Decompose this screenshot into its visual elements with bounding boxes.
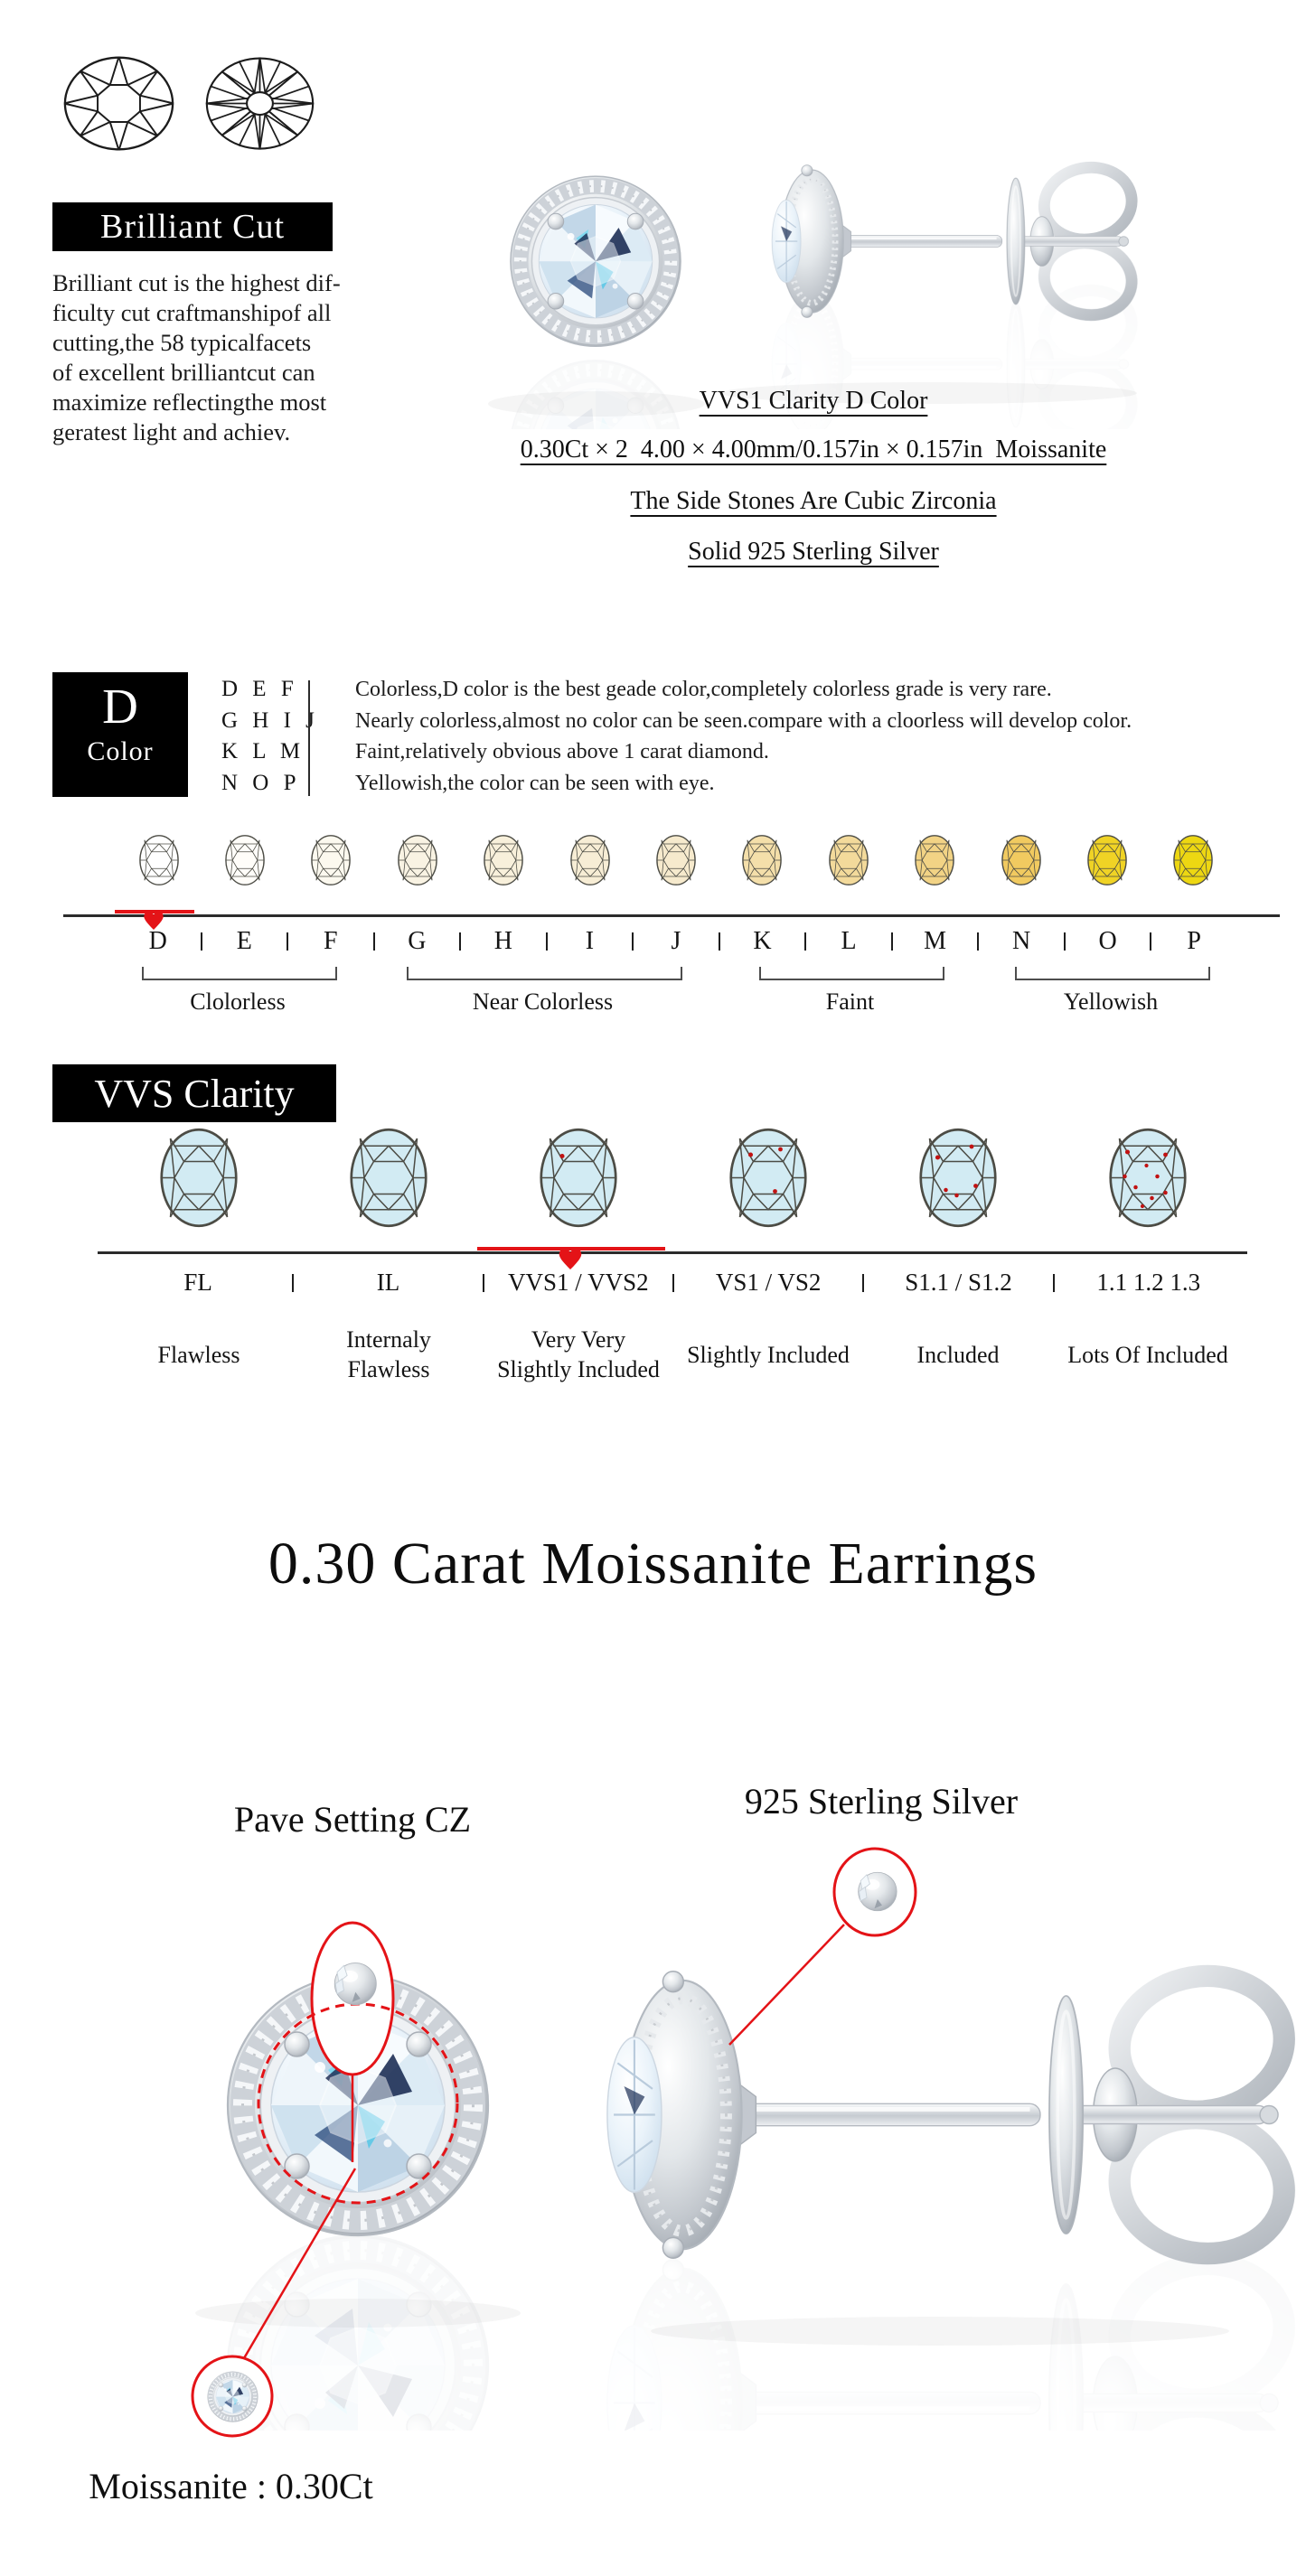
clarity-grade: VVS1 / VVS2 [508,1269,649,1296]
clarity-description: Flawless [157,1341,240,1368]
scale-letter: D [148,927,167,955]
clarity-description: Very Very Slightly Included [497,1326,660,1382]
page-title: 0.30 Carat Moissanite Earrings [268,1531,1038,1597]
table-row [221,739,1261,771]
grade-description: Faint,relatively obvious above 1 carat diamond. [355,740,769,763]
group-label: Faint [825,988,875,1015]
clarity-description: Lots Of Included [1067,1341,1228,1368]
scale-letter: L [841,927,857,955]
group-bracket [142,967,337,980]
grade-letters: G H I J [221,707,319,733]
paragraph-line: ficulty cut craftmanshipof all [52,299,332,326]
scale-letter: E [236,927,252,955]
scale-letter: M [924,927,946,955]
paragraph-line: of excellent brilliantcut can [52,359,315,386]
diamond-color-icon [1086,833,1128,887]
diamond-color-icon [138,833,180,887]
diamond-color-icon [397,833,438,887]
clarity-grade: S1.1 / S1.2 [905,1269,1012,1296]
diamond-color-icon [914,833,955,887]
paragraph-line: geratest light and achiev. [52,418,291,445]
clarity-diamond-icon [348,1126,429,1230]
color-scale-letters [116,927,1236,956]
group-bracket [1015,967,1210,980]
group-label: Yellowish [1063,988,1159,1015]
scale-letter: H [493,927,512,955]
group-label: Clolorless [190,988,286,1015]
clarity-diamond-icon [158,1126,240,1230]
diamond-color-icon [828,833,869,887]
paragraph-line: cutting,the 58 typicalfacets [52,329,312,356]
clarity-description: Included [916,1341,1000,1368]
clarity-grade: VS1 / VS2 [715,1269,822,1296]
diamond-color-icon [1172,833,1214,887]
table-row [221,677,1261,708]
clarity-grade-row [104,1269,1243,1297]
grade-letters: N O P [221,770,301,795]
spec-line-clarity: VVS1 Clarity D Color [699,387,928,415]
scale-letter: I [585,927,595,955]
diamond-color-icon [569,833,611,887]
diamond-color-icon [483,833,524,887]
grade-letters: D E F [221,677,298,701]
spec-line-side-stones: The Side Stones Are Cubic Zirconia [630,487,997,515]
scale-letter: O [1098,927,1117,955]
grade-letters: K L M [221,739,305,763]
annotation-moissanite-label: Moissanite : 0.30Ct [89,2466,373,2506]
spec-line-size: 0.30Ct × 2 4.00 × 4.00mm/0.157in × 0.157in Moissanite [520,436,1107,464]
diamond-color-icon [310,833,352,887]
table-row [221,771,1261,802]
scale-letter: G [408,927,427,955]
grade-description: Yellowish,the color can be seen with eye. [355,771,715,795]
clarity-description: Slightly Included [687,1341,850,1368]
clarity-diamond-icon [917,1126,999,1230]
clarity-scale-line [98,1251,1247,1254]
brilliant-cut-banner-label: Brilliant Cut [99,208,286,246]
d-color-badge-word: Color [87,736,154,766]
brilliant-cut-sketch-icon [61,52,176,155]
clarity-grade: 1.1 1.2 1.3 [1096,1269,1201,1296]
earrings-photo-top [423,50,1306,429]
diamond-color-icon [1001,833,1042,887]
table-divider [308,680,310,796]
grade-description: Nearly colorless,almost no color can be seen.compare with a cloorless will develop color. [355,708,1132,733]
table-row [221,708,1261,740]
brilliant-cut-banner [52,202,333,251]
color-grade-table [221,677,1261,801]
vvs-clarity-banner-label: VVS Clarity [94,1071,295,1116]
silver-stone-closeup [859,1872,897,1911]
red-annotation-overlay [0,1762,1306,2539]
scale-letter: N [1011,927,1031,955]
clarity-diamond-icon [1107,1126,1189,1230]
clarity-grade: FL [183,1269,212,1296]
diamond-color-icon [655,833,697,887]
moissanite-closeup [208,2372,258,2422]
annotation-pave-label: Pave Setting CZ [233,1799,472,1840]
clarity-description-row [104,1321,1243,1388]
front-earring [511,176,681,346]
group-label: Near Colorless [472,988,614,1015]
scale-letter: P [1187,927,1201,955]
d-color-badge-letter: D [102,679,138,734]
clarity-scale-diamonds [104,1126,1243,1230]
clarity-grade: IL [376,1269,400,1296]
side-earring [772,161,1137,322]
group-bracket [759,967,944,980]
scale-letter: F [324,927,338,955]
callout-line [729,1925,844,2045]
callout-line [244,2169,355,2358]
clarity-diamond-icon [728,1126,809,1230]
group-bracket [407,967,682,980]
facet-star-sketch-icon [203,52,316,155]
color-scale-diamonds [116,833,1236,887]
diamond-color-icon [224,833,266,887]
scale-letter: J [671,927,681,955]
diamond-color-icon [741,833,783,887]
annotation-silver-label: 925 Sterling Silver [744,1781,1019,1822]
inclusion-dots [559,1154,564,1158]
pave-stone-closeup [334,1963,376,2005]
spec-line-silver: Solid 925 Sterling Silver [688,538,939,566]
color-scale-line [63,914,1280,917]
heart-marker-icon [559,1249,582,1269]
vvs-clarity-banner [52,1064,336,1122]
grade-description: Colorless,D color is the best geade color,completely colorless grade is very rare. [355,678,1052,701]
paragraph-line: maximize reflectingthe most [52,389,327,416]
brilliant-cut-paragraph [52,268,341,447]
scale-letter: K [753,927,772,955]
d-color-badge [52,672,188,797]
paragraph-line: Brilliant cut is the highest dif- [52,269,341,296]
clarity-description: Internaly Flawless [346,1326,431,1382]
clarity-diamond-icon [538,1126,619,1230]
